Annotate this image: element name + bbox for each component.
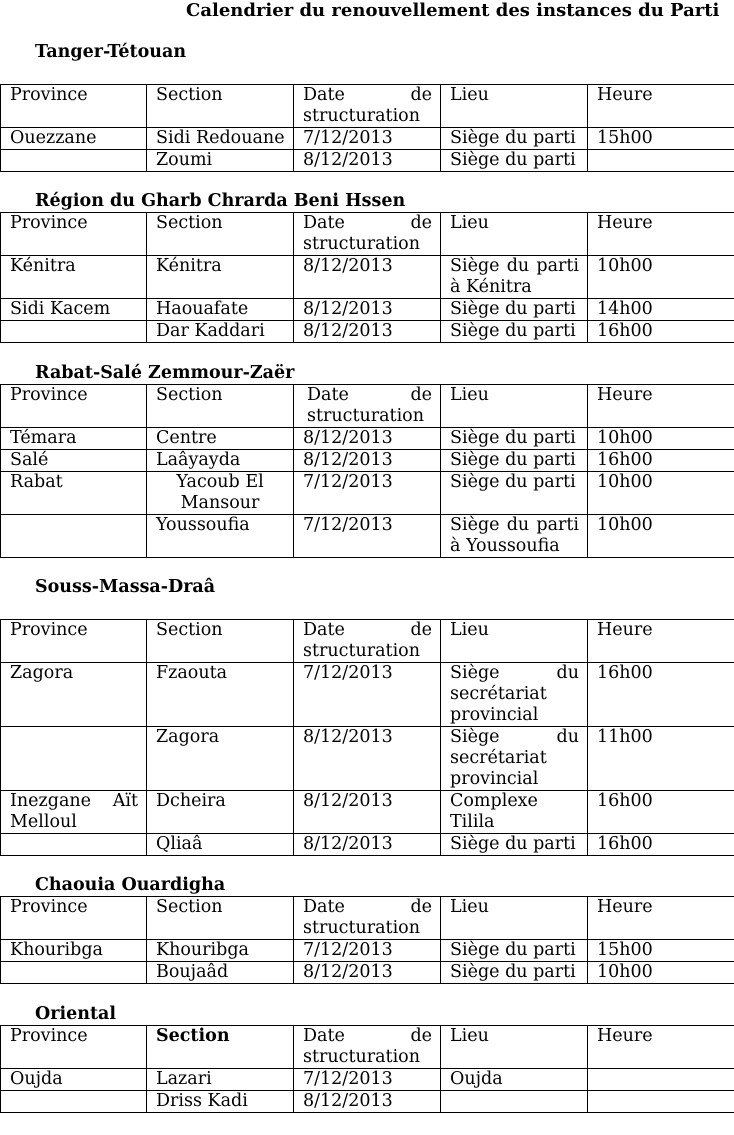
- cell-date: 7/12/2013: [294, 940, 441, 962]
- schedule-table: [0, 1025, 734, 1113]
- header-heure: Heure: [588, 1026, 734, 1069]
- cell-lieu: Siège du parti à Youssoufia: [441, 515, 588, 558]
- cell-date: 8/12/2013: [294, 256, 441, 299]
- cell-date: 8/12/2013: [294, 299, 441, 321]
- cell-lieu: Oujda: [441, 1069, 588, 1091]
- cell-heure: 10h00: [588, 962, 734, 984]
- header-section: Section: [147, 85, 294, 128]
- cell-province: Ouezzane: [1, 128, 147, 150]
- table-row: [1, 791, 734, 834]
- header-heure: Heure: [588, 385, 734, 428]
- table-header-row: [1, 620, 734, 663]
- header-lieu: Lieu: [441, 897, 588, 940]
- cell-heure: 11h00: [588, 727, 734, 791]
- header-date: Date de structuration: [294, 213, 441, 256]
- cell-section: Haouafate: [147, 299, 294, 321]
- cell-province: [1, 962, 147, 984]
- header-section: Section: [147, 1026, 294, 1069]
- table-row: [1, 256, 734, 299]
- cell-heure: 14h00: [588, 299, 734, 321]
- cell-province: [1, 150, 147, 172]
- cell-lieu: Siège du secrétariat provincial: [441, 727, 588, 791]
- region-title: Région du Gharb Chrarda Beni Hssen: [35, 191, 406, 211]
- header-section: Section: [147, 620, 294, 663]
- region-title: Souss-Massa-Draâ: [35, 577, 216, 597]
- table-header-row: [1, 213, 734, 256]
- cell-lieu: Siège du parti: [441, 940, 588, 962]
- header-section: Section: [147, 213, 294, 256]
- cell-province: Khouribga: [1, 940, 147, 962]
- table-row: [1, 450, 734, 472]
- header-province: Province: [1, 897, 147, 940]
- schedule-table: [0, 619, 734, 856]
- header-date: Date de structuration: [294, 85, 441, 128]
- table-row: [1, 962, 734, 984]
- cell-date: 8/12/2013: [294, 321, 441, 343]
- schedule-table: [0, 212, 734, 343]
- cell-lieu: Siège du parti: [441, 299, 588, 321]
- cell-province: Rabat: [1, 472, 147, 515]
- header-heure: Heure: [588, 897, 734, 940]
- cell-province: Témara: [1, 428, 147, 450]
- cell-heure: [588, 1091, 734, 1113]
- cell-province: [1, 321, 147, 343]
- cell-province: Salé: [1, 450, 147, 472]
- cell-lieu: Siège du parti: [441, 450, 588, 472]
- header-date: Date de structuration: [294, 1026, 441, 1069]
- header-section: Section: [147, 897, 294, 940]
- cell-province: [1, 1091, 147, 1113]
- cell-province: [1, 834, 147, 856]
- cell-section: Centre: [147, 428, 294, 450]
- cell-heure: [588, 1069, 734, 1091]
- table-row: [1, 940, 734, 962]
- table-header-row: [1, 385, 734, 428]
- cell-date: 8/12/2013: [294, 791, 441, 834]
- cell-section: Sidi Redouane: [147, 128, 294, 150]
- cell-date: 7/12/2013: [294, 515, 441, 558]
- table-row: [1, 321, 734, 343]
- cell-province: Sidi Kacem: [1, 299, 147, 321]
- cell-lieu: Siège du parti: [441, 321, 588, 343]
- table-row: [1, 299, 734, 321]
- header-province: Province: [1, 1026, 147, 1069]
- cell-section: Yacoub El Mansour: [147, 472, 294, 515]
- cell-heure: 10h00: [588, 472, 734, 515]
- cell-lieu: Siège du secrétariat provincial: [441, 663, 588, 727]
- cell-section: Khouribga: [147, 940, 294, 962]
- cell-date: 8/12/2013: [294, 150, 441, 172]
- cell-date: 8/12/2013: [294, 428, 441, 450]
- cell-lieu: Complexe Tilila: [441, 791, 588, 834]
- cell-province: Zagora: [1, 663, 147, 727]
- table-row: [1, 727, 734, 791]
- cell-date: 8/12/2013: [294, 834, 441, 856]
- cell-heure: [588, 150, 734, 172]
- cell-date: 8/12/2013: [294, 727, 441, 791]
- cell-heure: 16h00: [588, 321, 734, 343]
- header-lieu: Lieu: [441, 85, 588, 128]
- header-date: Date de structuration: [294, 620, 441, 663]
- cell-date: 8/12/2013: [294, 450, 441, 472]
- cell-section: Zagora: [147, 727, 294, 791]
- cell-section: Qliaâ: [147, 834, 294, 856]
- schedule-table: [0, 896, 734, 984]
- table-row: [1, 663, 734, 727]
- cell-section: Fzaouta: [147, 663, 294, 727]
- cell-date: 7/12/2013: [294, 128, 441, 150]
- cell-province: [1, 515, 147, 558]
- cell-lieu: Siège du parti: [441, 150, 588, 172]
- cell-section: Dcheira: [147, 791, 294, 834]
- cell-heure: 15h00: [588, 128, 734, 150]
- cell-province: Kénitra: [1, 256, 147, 299]
- header-province: Province: [1, 213, 147, 256]
- region-title: Rabat-Salé Zemmour-Zaër: [35, 363, 295, 383]
- header-date: Date de structuration: [294, 385, 441, 428]
- table-header-row: [1, 897, 734, 940]
- cell-section: Lazari: [147, 1069, 294, 1091]
- header-lieu: Lieu: [441, 385, 588, 428]
- cell-province: Oujda: [1, 1069, 147, 1091]
- cell-section: Zoumi: [147, 150, 294, 172]
- table-row: [1, 515, 734, 558]
- cell-heure: 16h00: [588, 791, 734, 834]
- cell-lieu: [441, 1091, 588, 1113]
- cell-section: Youssoufia: [147, 515, 294, 558]
- table-row: [1, 150, 734, 172]
- cell-section: Dar Kaddari: [147, 321, 294, 343]
- cell-province: [1, 727, 147, 791]
- cell-heure: 16h00: [588, 450, 734, 472]
- table-row: [1, 1069, 734, 1091]
- cell-lieu: Siège du parti: [441, 472, 588, 515]
- table-row: [1, 834, 734, 856]
- table-header-row: [1, 1026, 734, 1069]
- cell-lieu: Siège du parti: [441, 128, 588, 150]
- cell-section: Laâyayda: [147, 450, 294, 472]
- header-lieu: Lieu: [441, 1026, 588, 1069]
- cell-date: 8/12/2013: [294, 1091, 441, 1113]
- region-title: Oriental: [35, 1004, 117, 1024]
- cell-section: Boujaâd: [147, 962, 294, 984]
- header-province: Province: [1, 85, 147, 128]
- cell-heure: 10h00: [588, 256, 734, 299]
- region-title: Chaouia Ouardigha: [35, 875, 226, 895]
- header-lieu: Lieu: [441, 213, 588, 256]
- cell-lieu: Siège du parti: [441, 428, 588, 450]
- table-row: [1, 128, 734, 150]
- cell-date: 7/12/2013: [294, 1069, 441, 1091]
- cell-heure: 15h00: [588, 940, 734, 962]
- schedule-table: [0, 84, 734, 172]
- table-row: [1, 428, 734, 450]
- table-row: [1, 1091, 734, 1113]
- header-heure: Heure: [588, 213, 734, 256]
- header-section: Section: [147, 385, 294, 428]
- document-title: Calendrier du renouvellement des instances du Parti: [186, 0, 720, 21]
- header-province: Province: [1, 620, 147, 663]
- cell-province: Inezgane Aït Melloul: [1, 791, 147, 834]
- cell-lieu: Siège du parti: [441, 962, 588, 984]
- table-header-row: [1, 85, 734, 128]
- cell-heure: 16h00: [588, 663, 734, 727]
- header-lieu: Lieu: [441, 620, 588, 663]
- cell-heure: 10h00: [588, 428, 734, 450]
- region-title: Tanger-Tétouan: [35, 42, 187, 62]
- header-province: Province: [1, 385, 147, 428]
- cell-date: 8/12/2013: [294, 962, 441, 984]
- cell-lieu: Siège du parti: [441, 834, 588, 856]
- schedule-table: [0, 384, 734, 558]
- cell-lieu: Siège du parti à Kénitra: [441, 256, 588, 299]
- table-row: [1, 472, 734, 515]
- header-heure: Heure: [588, 620, 734, 663]
- header-heure: Heure: [588, 85, 734, 128]
- cell-section: Driss Kadi: [147, 1091, 294, 1113]
- cell-section: Kénitra: [147, 256, 294, 299]
- cell-heure: 10h00: [588, 515, 734, 558]
- header-date: Date de structuration: [294, 897, 441, 940]
- cell-heure: 16h00: [588, 834, 734, 856]
- cell-date: 7/12/2013: [294, 472, 441, 515]
- cell-date: 7/12/2013: [294, 663, 441, 727]
